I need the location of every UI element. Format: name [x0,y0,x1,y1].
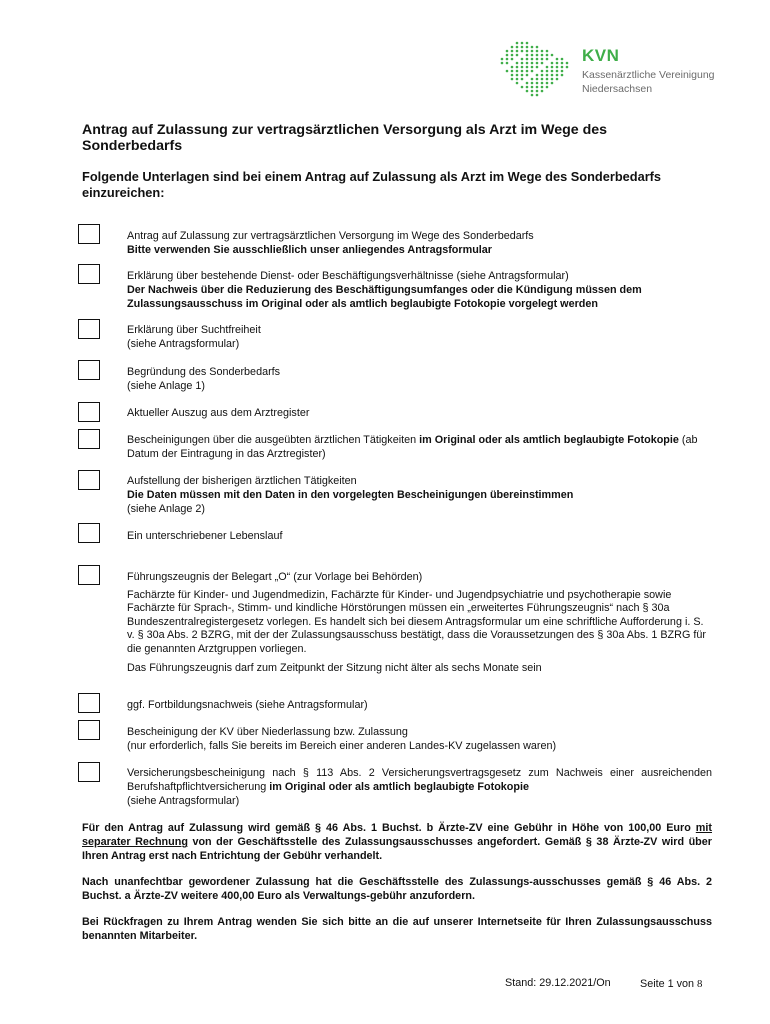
checkbox-arztregister[interactable] [78,402,100,422]
item-subtext: (nur erforderlich, falls Sie bereits im Bereich einer anderen Landes-KV zugelassen waren) [127,740,557,752]
checkbox-sonderbedarf[interactable] [78,360,100,380]
item-versicherung [127,766,712,808]
checkbox-kv-bescheinigung[interactable] [78,720,100,740]
page-total: 8 [697,978,703,990]
item-text: Ein unterschriebener Lebenslauf [127,530,283,542]
item-text: Aktueller Auszug aus dem Arztregister [127,407,310,419]
item-text-post: (ab Datum der Eintragung in das Arztregister) [127,434,698,460]
item-subtext: Das Führungszeugnis darf zum Zeitpunkt der Sitzung nicht älter als sechs Monate sein [127,662,542,675]
logo-brand: KVN [582,46,620,65]
kvn-dots-map-icon [498,40,570,102]
checkbox-antrag[interactable] [78,224,100,244]
item-text: Erklärung über bestehende Dienst- oder Beschäftigungsverhältnisse (siehe Antragsformular) [127,270,569,282]
page-subtitle: Folgende Unterlagen sind bei einem Antrag auf Zulassung als Arzt im Wege des Sonderbedarfs einzureichen: [82,169,662,200]
logo-line-2: Niedersachsen [582,83,653,95]
item-subtext: (siehe Anlage 1) [127,380,206,392]
contact-paragraph: Bei Rückfragen zu Ihrem Antrag wenden Sie sich bitte an die auf unserer Internetseite für Ihren Zulassungsausschuss benannten Mitarbeiter. [82,916,712,942]
item-subtext: (siehe Antragsformular) [127,795,240,807]
item-bold-note: Der Nachweis über die Reduzierung des Beschäftigungsumfanges oder die Kündigung müssen dem Zulassungsausschuss im Original oder als amtlich beglaubigte Fotokopie vorgelegt werden [127,284,642,310]
checkbox-versicherung[interactable] [78,762,100,782]
item-text: ggf. Fortbildungsnachweis (siehe Antragsformular) [127,699,368,711]
item-lebenslauf [127,529,712,543]
fee-text-post: von der Geschäftsstelle des Zulassungsausschusses angefordert. Gemäß § 38 Ärzte-ZV wird über Ihren Antrag erst nach Entrichtung der Gebühr verhandelt. [82,836,712,862]
item-subtext: (siehe Anlage 2) [127,503,206,515]
item-antrag [127,229,712,257]
item-text: Antrag auf Zulassung zur vertragsärztlichen Versorgung im Wege des Sonderbedarfs [127,230,534,242]
checkbox-aufstellung[interactable] [78,470,100,490]
item-text: Aufstellung der bisherigen ärztlichen Tätigkeiten [127,475,357,487]
item-sonderbedarf [127,365,712,393]
item-text: Bescheinigung der KV über Niederlassung bzw. Zulassung [127,726,408,738]
item-bold-note: Bitte verwenden Sie ausschließlich unser anliegendes Antragsformular [127,244,493,256]
item-text-pre: Versicherungsbescheinigung nach § 113 Abs. 2 Versicherungsvertragsgesetz zum Nachweis einer ausreichenden Berufshaftpflichtversicherung [127,767,712,793]
item-text-pre: Bescheinigungen über die ausgeübten ärztlichen Tätigkeiten [127,434,420,446]
item-fortbildung [127,698,712,712]
item-text-bold: im Original oder als amtlich beglaubigte Fotokopie [269,781,529,793]
item-subtext: (siehe Antragsformular) [127,338,240,350]
item-aufstellung [127,474,712,516]
checkbox-suchtfreiheit[interactable] [78,319,100,339]
item-text [127,766,712,794]
item-suchtfreiheit [127,323,712,351]
page-title: Antrag auf Zulassung zur vertragsärztlichen Versorgung als Arzt im Wege des Sonderbedarfs [82,122,608,154]
checkbox-lebenslauf[interactable] [78,523,100,543]
checkbox-beschaeftigung[interactable] [78,264,100,284]
item-fuehrungszeugnis [127,570,707,675]
item-paragraph: Fachärzte für Kinder- und Jugendmedizin, Fachärzte für Kinder- und Jugendpsychiatrie und psychotherapie sowie Fachärzte für Sprach-, Stimm- und kindliche Hörstörungen müssen ein „erweitertes Führungszeugnis“ nach § 30a Bundeszentralregistergesetz vorlegen. Es handelt sich bei diesem Antragsformular um eine schriftliche Aufforderung i. S. v. § 30a Abs. 2 BZRG, mit der der Zulassungsausschuss bestätigt, dass die Voraussetzungen des § 30a Abs. 1 BZRG für die genannten Arztgruppen vorliegen. [127,589,706,655]
item-text: Erklärung über Suchtfreiheit [127,324,261,336]
item-kv-bescheinigung [127,725,712,753]
item-bold-note: Die Daten müssen mit den Daten in den vorgelegten Bescheinigungen übereinstimmen [127,489,574,501]
item-arztregister [127,406,712,420]
footer-page-number [640,978,702,990]
item-text: Begründung des Sonderbedarfs [127,366,281,378]
footer-stand: Stand: 29.12.2021/On [505,977,611,989]
page-prefix: Seite 1 von [640,978,698,990]
checkbox-bescheinigungen[interactable] [78,429,100,449]
logo-line-1: Kassenärztliche Vereinigung [582,69,715,81]
item-bescheinigungen [127,433,712,461]
fee2-paragraph: Nach unanfechtbar gewordener Zulassung hat die Geschäftsstelle des Zulassungs-ausschusses gemäß § 46 Abs. 2 Buchst. a Ärzte-ZV weitere 400,00 Euro als Verwaltungs-gebühr anzufordern. [82,876,712,902]
kvn-logo [498,40,738,104]
item-beschaeftigung [127,269,712,311]
checkbox-fortbildung[interactable] [78,693,100,713]
fee-text-underlined: mit separater Rechnung [82,822,712,848]
checkbox-fuehrungszeugnis[interactable] [78,565,100,585]
fee-text-pre: Für den Antrag auf Zulassung wird gemäß § 46 Abs. 1 Buchst. b Ärzte-ZV eine Gebühr in Höhe von 100,00 Euro [82,822,696,834]
item-text [127,433,712,461]
item-text-bold: im Original oder als amtlich beglaubigte Fotokopie [419,434,679,446]
fee-paragraph [82,821,712,863]
item-text: Führungszeugnis der Belegart „O“ (zur Vorlage bei Behörden) [127,571,423,583]
